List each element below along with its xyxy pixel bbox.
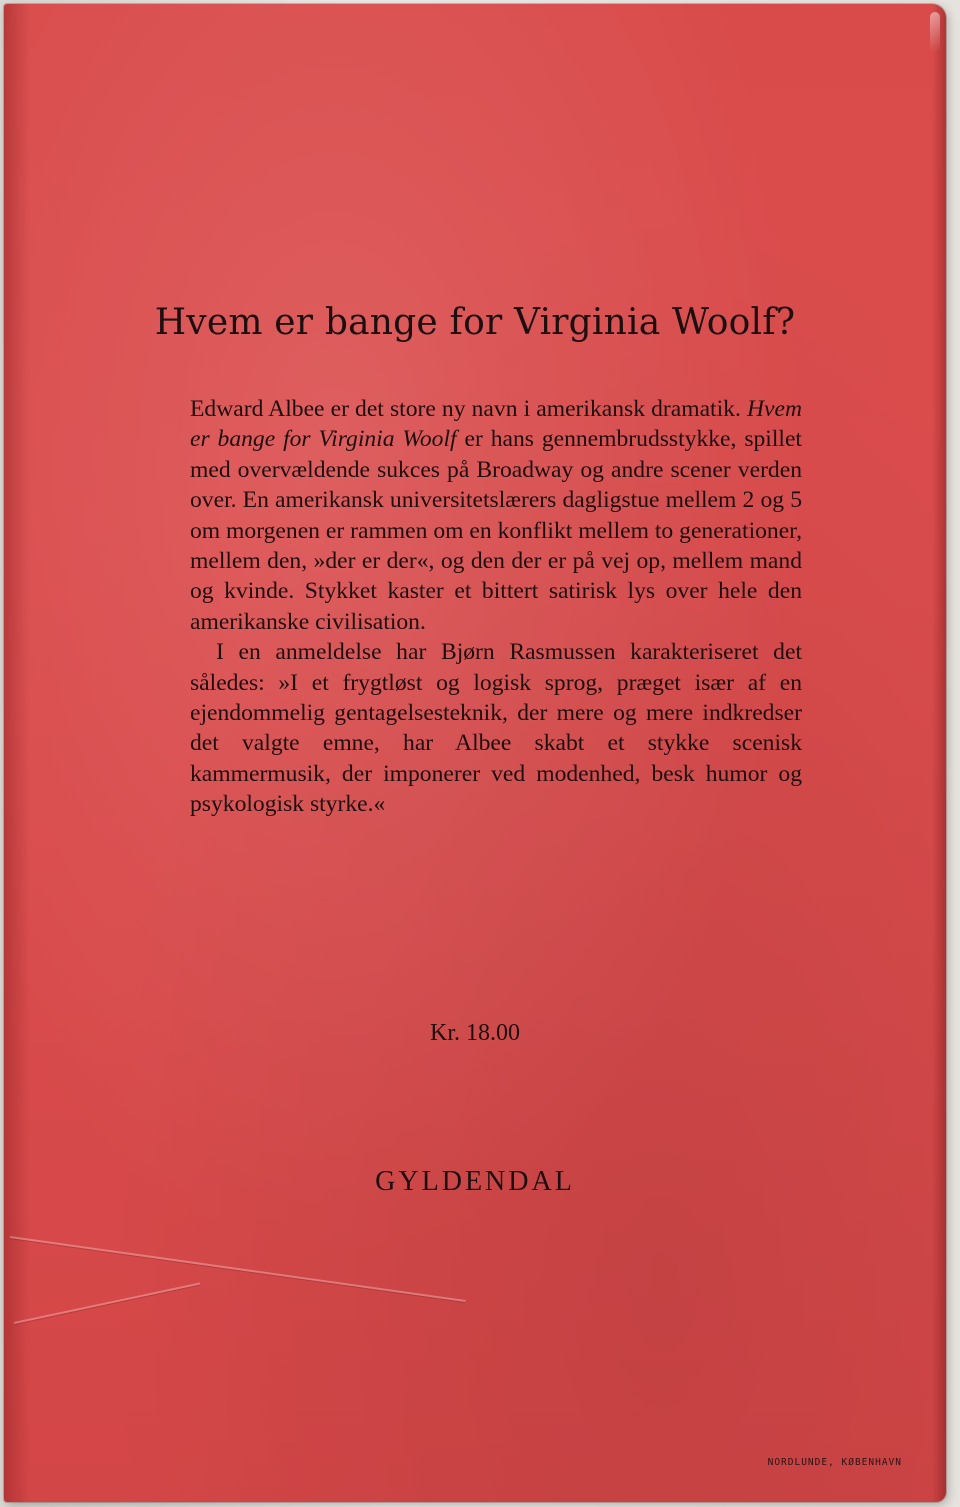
printer-imprint: NORDLUNDE, KØBENHAVN [767,1457,902,1468]
book-back-cover [4,4,946,1502]
blurb-text [190,394,802,820]
book-title: Hvem er bange for Virginia Woolf? [154,302,796,343]
cover-crease [14,1283,200,1324]
spine-shadow [4,4,30,1502]
blurb-lead: Edward Albee er det store ny navn i amerikansk dramatik. [190,396,747,422]
cover-crease [10,1236,466,1302]
blurb-rest: er hans gennembrudsstykke, spillet med overvældende sukces på Broadway og andre scener verden over. En amerikansk universitetslærers dagligstue mellem 2 og 5 om morgenen er rammen om en konflikt mellem to generationer, mellem den, »der er der«, og den der er på vej op, mellem mand og kvinde. Stykket kaster et bittert satirisk lys over hele den amerikanske civilisation. [190,426,802,635]
blurb-italic-title: Hvem er bange for Virginia Woolf [190,396,802,453]
price-label: Kr. 18.00 [430,1020,520,1046]
blurb-paragraph-2: I en anmeldelse har Bjørn Rasmussen karakteriseret det således: »I et frygtløst og logisk sprog, præget især af en ejendommelig gentagelsesteknik, der mere og mere indkredser det valgte emne, har Albee skabt et stykke scenisk kammermusik, der imponerer ved modenhed, besk humor og psykologisk styrke.« [190,639,802,818]
publisher-name: GYLDENDAL [375,1166,575,1197]
corner-wear [930,12,940,52]
cover-edge-wear [932,4,946,1502]
blurb-paragraph-1 [190,394,802,637]
